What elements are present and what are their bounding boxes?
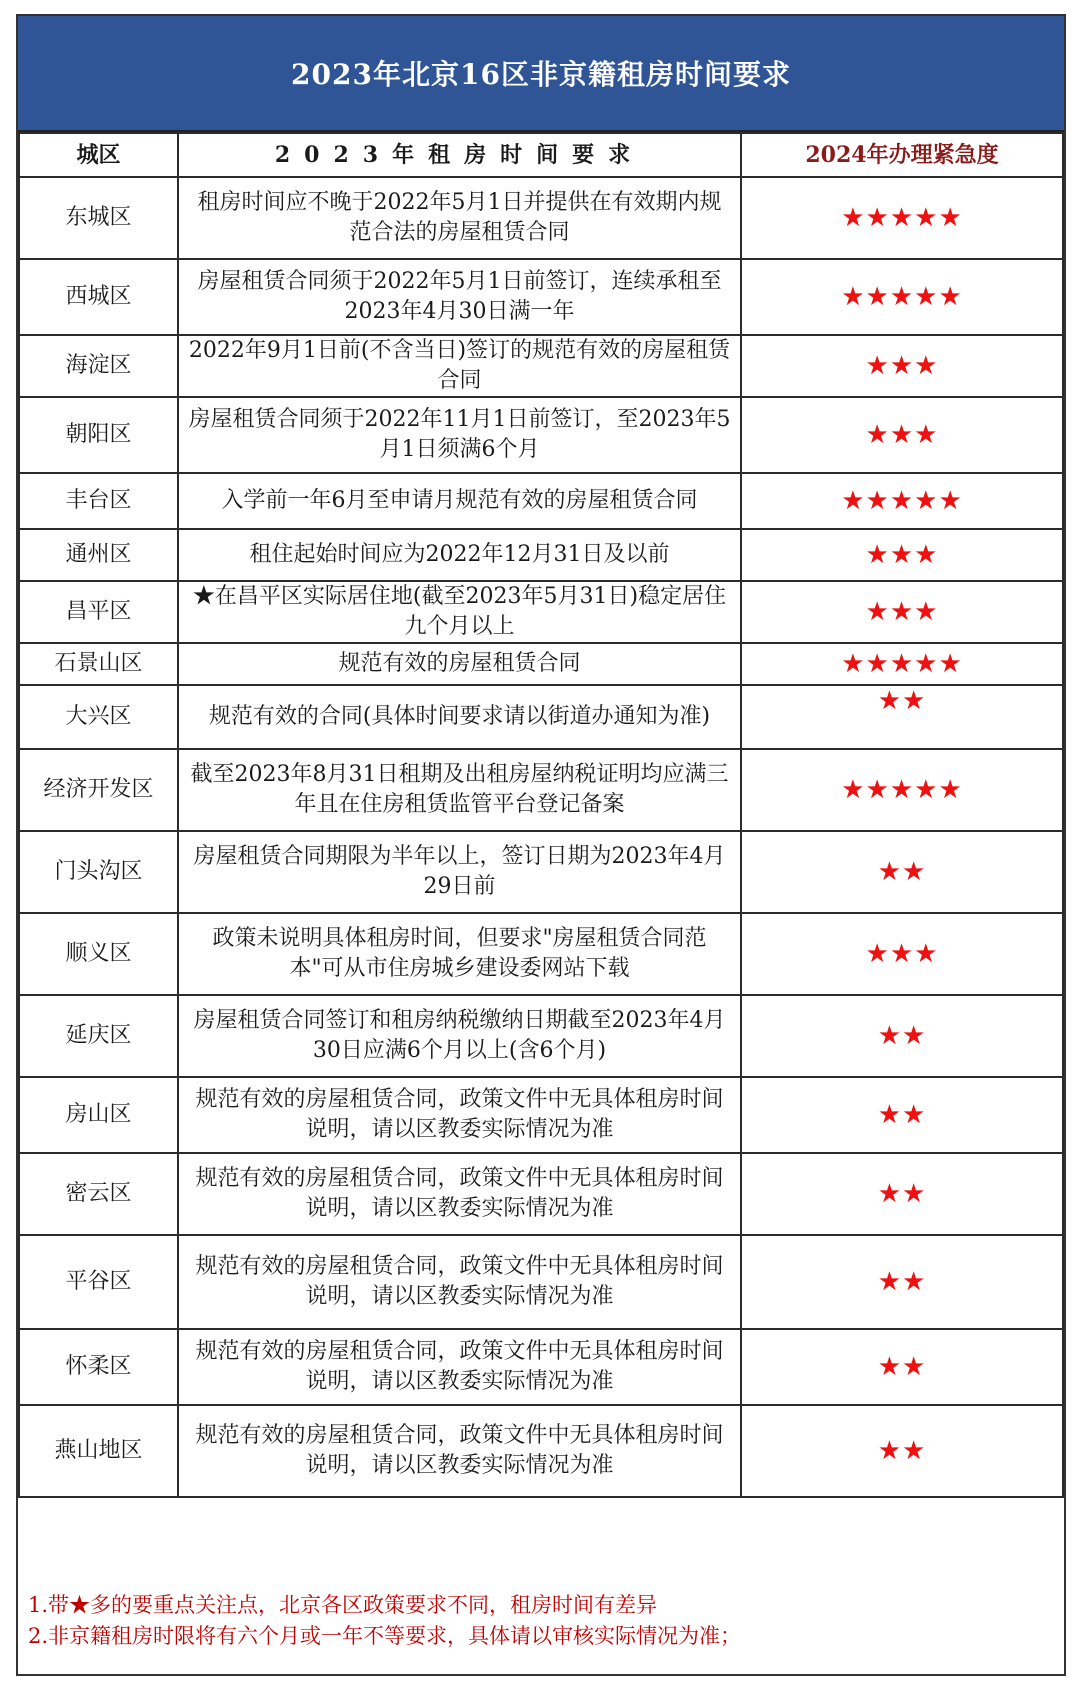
urgency-stars-cell: ★★★★★ — [741, 643, 1063, 685]
requirement-cell: 规范有效的合同(具体时间要求请以街道办通知为准) — [178, 685, 741, 749]
district-cell: 平谷区 — [19, 1235, 178, 1329]
urgency-stars-cell: ★★ — [741, 1329, 1063, 1405]
footnotes — [18, 1578, 1064, 1668]
requirement-cell: 规范有效的房屋租赁合同，政策文件中无具体租房时间说明，请以区教委实际情况为准 — [178, 1405, 741, 1497]
table-row — [19, 749, 1063, 831]
urgency-stars-cell: ★★★★★ — [741, 473, 1063, 529]
requirement-cell: 房屋租赁合同期限为半年以上，签订日期为2023年4月29日前 — [178, 831, 741, 913]
requirement-cell: 房屋租赁合同须于2022年11月1日前签订，至2023年5月1日须满6个月 — [178, 397, 741, 473]
table-row — [19, 397, 1063, 473]
table-row — [19, 1405, 1063, 1497]
requirement-cell: 规范有效的房屋租赁合同，政策文件中无具体租房时间说明，请以区教委实际情况为准 — [178, 1153, 741, 1235]
district-cell: 大兴区 — [19, 685, 178, 749]
table-row — [19, 259, 1063, 335]
requirement-cell: 租房时间应不晚于2022年5月1日并提供在有效期内规范合法的房屋租赁合同 — [178, 177, 741, 259]
district-cell: 经济开发区 — [19, 749, 178, 831]
urgency-stars-cell: ★★ — [741, 995, 1063, 1077]
table-row — [19, 1329, 1063, 1405]
requirement-cell: 规范有效的房屋租赁合同，政策文件中无具体租房时间说明，请以区教委实际情况为准 — [178, 1077, 741, 1153]
requirement-cell: 截至2023年8月31日租期及出租房屋纳税证明均应满三年且在住房租赁监管平台登记备案 — [178, 749, 741, 831]
table-row — [19, 1235, 1063, 1329]
district-cell: 怀柔区 — [19, 1329, 178, 1405]
district-cell: 门头沟区 — [19, 831, 178, 913]
district-cell: 海淀区 — [19, 335, 178, 397]
requirement-cell: 规范有效的房屋租赁合同，政策文件中无具体租房时间说明，请以区教委实际情况为准 — [178, 1235, 741, 1329]
requirement-cell: 入学前一年6月至申请月规范有效的房屋租赁合同 — [178, 473, 741, 529]
district-cell: 顺义区 — [19, 913, 178, 995]
urgency-stars-cell: ★★★ — [741, 335, 1063, 397]
urgency-stars-cell: ★★★ — [741, 913, 1063, 995]
requirement-cell: 房屋租赁合同须于2022年5月1日前签订，连续承租至2023年4月30日满一年 — [178, 259, 741, 335]
urgency-stars-cell: ★★★★★ — [741, 259, 1063, 335]
rental-requirements-table — [18, 132, 1064, 1498]
table-row — [19, 643, 1063, 685]
table-row — [19, 995, 1063, 1077]
table-row — [19, 1077, 1063, 1153]
footnote-1: 1.带★多的要重点关注点，北京各区政策要求不同，租房时间有差异 — [28, 1593, 658, 1617]
urgency-stars-cell: ★★★★★ — [741, 177, 1063, 259]
district-cell: 朝阳区 — [19, 397, 178, 473]
table-row — [19, 335, 1063, 397]
urgency-stars-cell: ★★ — [741, 1153, 1063, 1235]
urgency-stars-cell: ★★ — [741, 1405, 1063, 1497]
requirement-cell: 房屋租赁合同签订和租房纳税缴纳日期截至2023年4月30日应满6个月以上(含6个月) — [178, 995, 741, 1077]
requirement-cell: 政策未说明具体租房时间，但要求"房屋租赁合同范本"可从市住房城乡建设委网站下载 — [178, 913, 741, 995]
requirement-cell: 2022年9月1日前(不含当日)签订的规范有效的房屋租赁合同 — [178, 335, 741, 397]
table-row — [19, 473, 1063, 529]
district-cell: 东城区 — [19, 177, 178, 259]
table-row — [19, 1153, 1063, 1235]
district-cell: 昌平区 — [19, 581, 178, 643]
page-title: 2023年北京16区非京籍租房时间要求 — [18, 16, 1064, 132]
table-row — [19, 177, 1063, 259]
footnote-2: 2.非京籍租房时限将有六个月或一年不等要求，具体请以审核实际情况为准； — [28, 1624, 742, 1648]
requirement-cell: 租住起始时间应为2022年12月31日及以前 — [178, 529, 741, 581]
header-district: 城区 — [19, 133, 178, 177]
urgency-stars-cell: ★★ — [741, 831, 1063, 913]
urgency-stars-cell: ★★ — [741, 1235, 1063, 1329]
requirement-cell: 规范有效的房屋租赁合同 — [178, 643, 741, 685]
urgency-stars-cell: ★★★ — [741, 397, 1063, 473]
urgency-stars-cell: ★★★★★ — [741, 749, 1063, 831]
requirement-cell: 规范有效的房屋租赁合同，政策文件中无具体租房时间说明，请以区教委实际情况为准 — [178, 1329, 741, 1405]
urgency-stars-cell: ★★ — [741, 685, 1063, 749]
district-cell: 房山区 — [19, 1077, 178, 1153]
document-frame — [16, 14, 1066, 1676]
district-cell: 石景山区 — [19, 643, 178, 685]
urgency-stars-cell: ★★★ — [741, 581, 1063, 643]
table-row — [19, 685, 1063, 749]
table-row — [19, 831, 1063, 913]
district-cell: 延庆区 — [19, 995, 178, 1077]
header-requirement: 2023年租房时间要求 — [178, 133, 741, 177]
district-cell: 密云区 — [19, 1153, 178, 1235]
district-cell: 通州区 — [19, 529, 178, 581]
urgency-stars-cell: ★★★ — [741, 529, 1063, 581]
requirement-cell: ★在昌平区实际居住地(截至2023年5月31日)稳定居住九个月以上 — [178, 581, 741, 643]
district-cell: 燕山地区 — [19, 1405, 178, 1497]
header-urgency: 2024年办理紧急度 — [741, 133, 1063, 177]
table-row — [19, 913, 1063, 995]
district-cell: 丰台区 — [19, 473, 178, 529]
table-row — [19, 529, 1063, 581]
district-cell: 西城区 — [19, 259, 178, 335]
table-header-row — [19, 133, 1063, 177]
urgency-stars-cell: ★★ — [741, 1077, 1063, 1153]
table-row — [19, 581, 1063, 643]
